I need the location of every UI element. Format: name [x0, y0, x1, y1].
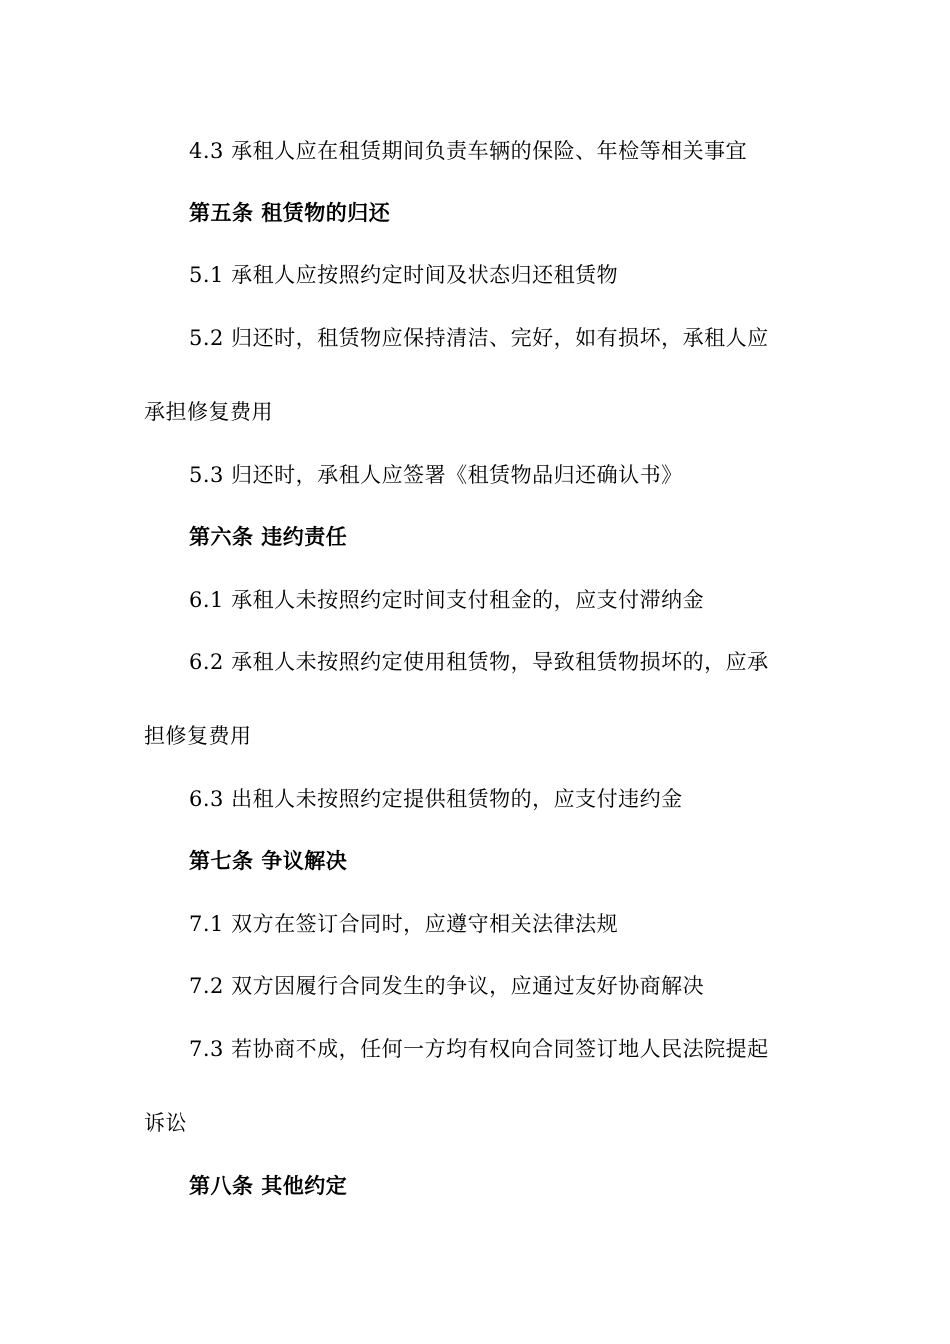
clause-7-1: 7.1 双方在签订合同时，应遵守相关法律法规 — [189, 912, 619, 936]
clause-5-1: 5.1 承租人应按照约定时间及状态归还租赁物 — [189, 263, 619, 287]
clause-4-3: 4.3 承租人应在租赁期间负责车辆的保险、年检等相关事宜 — [189, 139, 748, 163]
article-8-heading: 第八条 其他约定 — [189, 1174, 348, 1198]
article-7-heading: 第七条 争议解决 — [189, 849, 348, 873]
clause-6-2-continuation: 担修复费用 — [144, 724, 252, 748]
clause-7-3: 7.3 若协商不成，任何一方均有权向合同签订地人民法院提起 — [189, 1037, 769, 1061]
clause-7-2: 7.2 双方因履行合同发生的争议，应通过友好协商解决 — [189, 974, 705, 998]
clause-5-2-continuation: 承担修复费用 — [144, 400, 273, 424]
clause-6-3: 6.3 出租人未按照约定提供租赁物的，应支付违约金 — [189, 787, 683, 811]
article-5-heading: 第五条 租赁物的归还 — [189, 201, 391, 225]
clause-6-2: 6.2 承租人未按照约定使用租赁物，导致租赁物损坏的，应承 — [189, 650, 769, 674]
clause-6-1: 6.1 承租人未按照约定时间支付租金的，应支付滞纳金 — [189, 588, 705, 612]
clause-5-3: 5.3 归还时，承租人应签署《租赁物品归还确认书》 — [189, 463, 683, 487]
article-6-heading: 第六条 违约责任 — [189, 525, 348, 549]
clause-7-3-continuation: 诉讼 — [144, 1111, 187, 1135]
clause-5-2: 5.2 归还时，租赁物应保持清洁、完好，如有损坏，承租人应 — [189, 326, 769, 350]
